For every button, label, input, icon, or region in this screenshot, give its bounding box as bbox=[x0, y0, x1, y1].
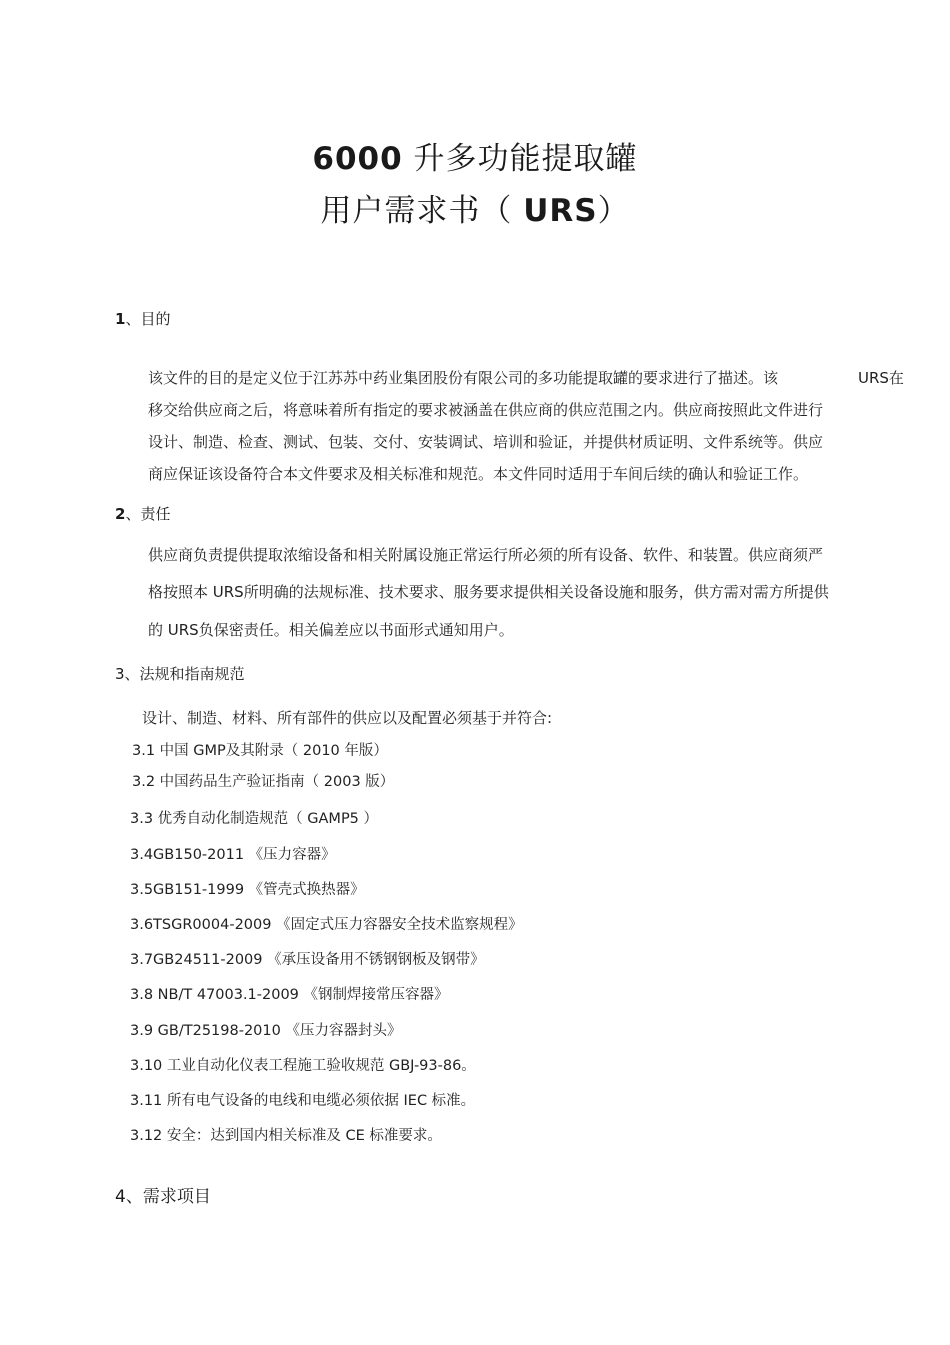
title-subtitle: 用户需求书（ bbox=[320, 193, 524, 229]
title-urs: URS bbox=[523, 193, 598, 229]
section-2-line-2: 格按照本 URS所明确的法规标准、技术要求、服务要求提供相关设备设施和服务，供方需对需方所提供 bbox=[148, 583, 829, 601]
section-2-line-3: 的 URS负保密责任。相关偏差应以书面形式通知用户。 bbox=[148, 621, 514, 639]
section-1-title: 、目的 bbox=[125, 310, 171, 328]
section-1-line-2: 移交给供应商之后，将意味着所有指定的要求被涵盖在供应商的供应范围之内。供应商按照此文件进行 bbox=[148, 401, 824, 419]
section-2-line-1: 供应商负责提供提取浓缩设备和相关附属设施正常运行所必须的所有设备、软件、和装置。供应商须严 bbox=[148, 546, 824, 564]
reference-item: 3.3 优秀自动化制造规范（ GAMP5 ） bbox=[130, 811, 379, 827]
reference-item: 3.4GB150-2011 《压力容器》 bbox=[130, 847, 336, 863]
title-close-paren: ） bbox=[597, 193, 630, 229]
reference-item: 3.7GB24511-2009 《承压设备用不锈钢钢板及钢带》 bbox=[130, 952, 485, 968]
section-1-line-4: 商应保证该设备符合本文件要求及相关标准和规范。本文件同时适用于车间后续的确认和验证工作。 bbox=[148, 465, 809, 483]
section-2-title: 、责任 bbox=[125, 505, 171, 523]
section-2-heading bbox=[115, 503, 170, 524]
section-4-heading: 4、需求项目 bbox=[115, 1187, 211, 1207]
title-text: 升多功能提取罐 bbox=[402, 141, 638, 177]
doc-title-line2 bbox=[0, 185, 950, 230]
reference-item: 3.10 工业自动化仪表工程施工验收规范 GBJ-93-86。 bbox=[130, 1058, 476, 1074]
section-1-line-3: 设计、制造、检查、测试、包装、交付、安装调试、培训和验证，并提供材质证明、文件系统等。供应 bbox=[148, 433, 824, 451]
section-1-number: 1 bbox=[115, 310, 126, 328]
reference-item: 3.1 中国 GMP及其附录（ 2010 年版） bbox=[132, 743, 388, 759]
section-3-intro: 设计、制造、材料、所有部件的供应以及配置必须基于并符合: bbox=[142, 709, 553, 727]
reference-item: 3.12 安全：达到国内相关标准及 CE 标准要求。 bbox=[130, 1128, 442, 1144]
reference-item: 3.6TSGR0004-2009 《固定式压力容器安全技术监察规程》 bbox=[130, 917, 523, 933]
section-2-number: 2 bbox=[115, 505, 126, 523]
reference-item: 3.8 NB/T 47003.1-2009 《钢制焊接常压容器》 bbox=[130, 987, 449, 1003]
reference-item: 3.9 GB/T25198-2010 《压力容器封头》 bbox=[130, 1023, 402, 1039]
reference-item: 3.2 中国药品生产验证指南（ 2003 版） bbox=[132, 774, 395, 790]
section-1-line-1-tail: URS在 bbox=[858, 369, 904, 387]
reference-item: 3.5GB151-1999 《管壳式换热器》 bbox=[130, 882, 365, 898]
reference-item: 3.11 所有电气设备的电线和电缆必须依据 IEC 标准。 bbox=[130, 1093, 476, 1109]
title-number: 6000 bbox=[312, 141, 403, 177]
section-1-heading bbox=[115, 308, 170, 329]
doc-title-line1 bbox=[0, 133, 950, 178]
section-1-line-1: 该文件的目的是定义位于江苏苏中药业集团股份有限公司的多功能提取罐的要求进行了描述。该 bbox=[148, 369, 779, 387]
section-3-heading: 3、法规和指南规范 bbox=[115, 665, 245, 683]
